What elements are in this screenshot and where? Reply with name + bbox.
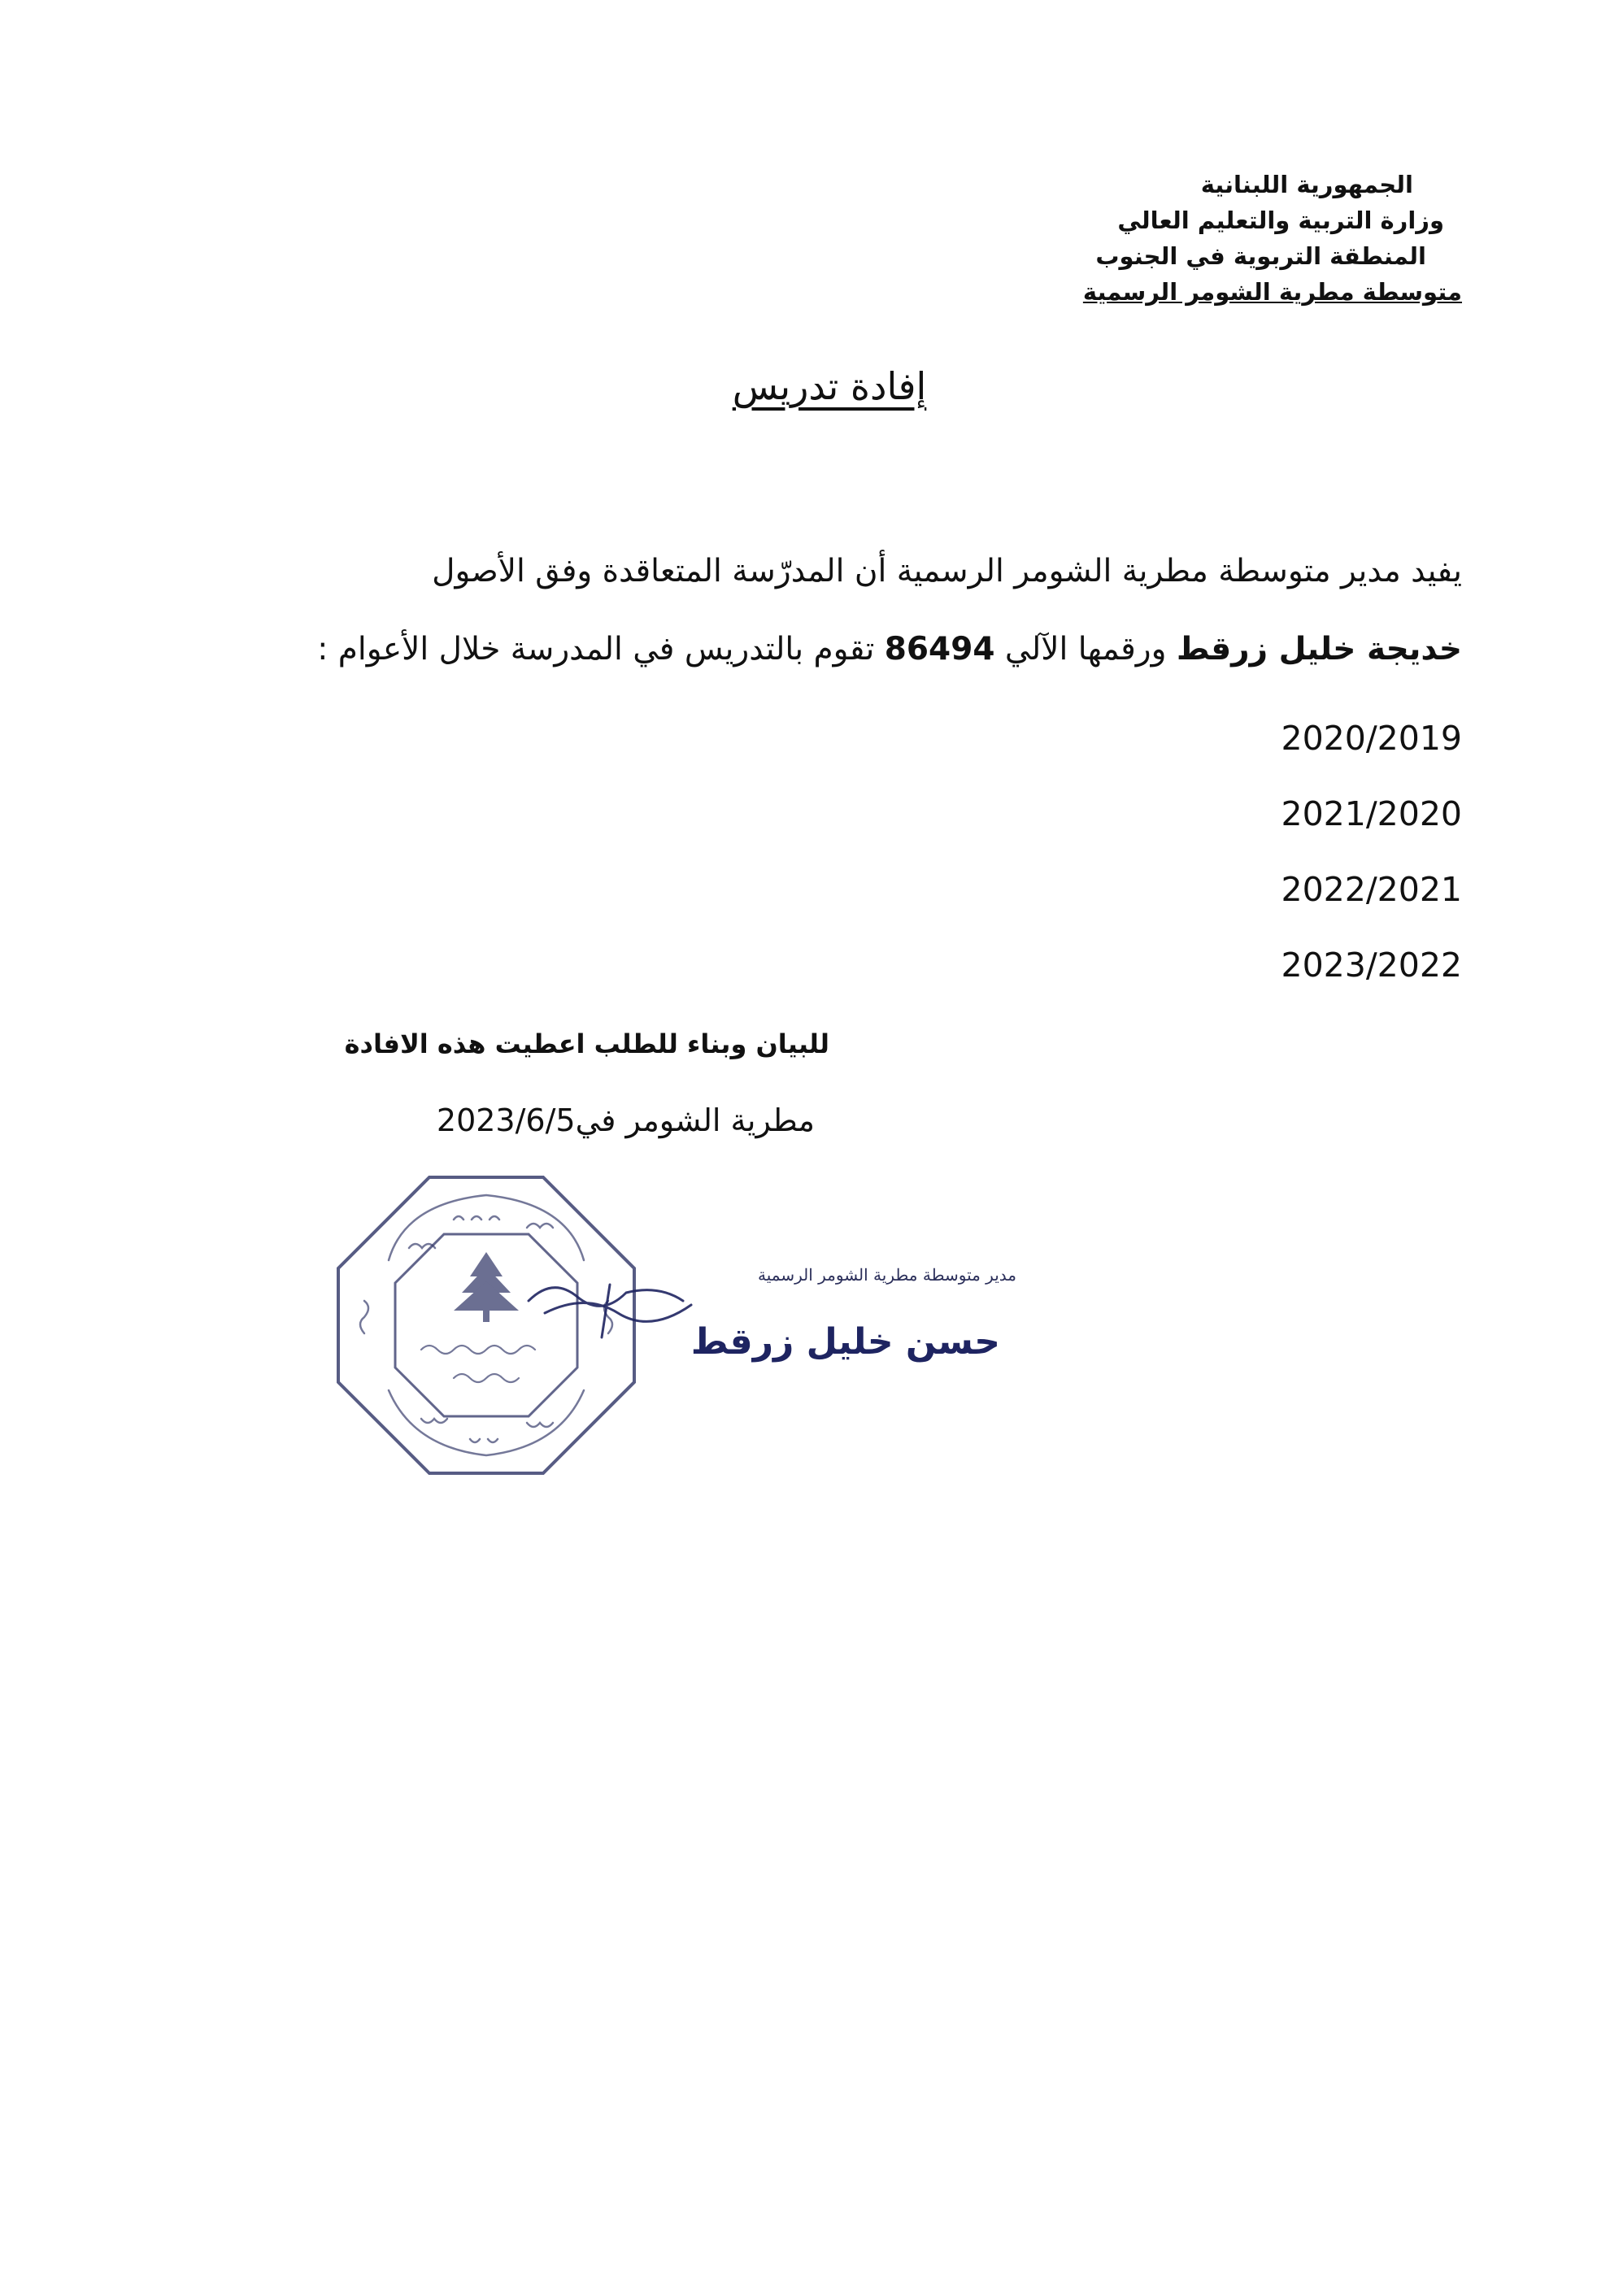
handwritten-signature-scribble	[520, 1268, 699, 1342]
letterhead-region: المنطقة التربوية في الجنوب	[1095, 242, 1426, 270]
signatory-role: مدير متوسطة مطرية الشومر الرسمية	[758, 1265, 1016, 1285]
body-line-1: يفيد مدير متوسطة مطرية الشومر الرسمية أن المدرّسة المتعاقدة وفق الأصول	[432, 553, 1462, 589]
teacher-id: 86494	[884, 631, 995, 667]
year-item: 2021/2020	[1281, 794, 1462, 833]
letterhead-republic: الجمهورية اللبنانية	[1200, 171, 1413, 198]
letterhead	[1083, 167, 1462, 310]
place: مطرية الشومر في	[575, 1102, 815, 1138]
year-item: 2022/2021	[1281, 870, 1462, 909]
teacher-name: خديجة خليل زرقط	[1176, 631, 1462, 667]
document-title-text: إفادة تدريس	[732, 364, 927, 408]
issue-date: 2023/6/5	[436, 1102, 576, 1138]
year-item: 2023/2022	[1281, 946, 1462, 985]
document-title	[0, 364, 1610, 408]
body-line-2-mid: ورقمها الآلي	[994, 631, 1177, 667]
body-line-2-end: تقوم بالتدريس في المدرسة خلال الأعوام :	[317, 631, 885, 667]
body-line-2	[161, 611, 1462, 689]
years-list	[1281, 701, 1463, 1003]
letterhead-ministry: وزارة التربية والتعليم العالي	[1117, 207, 1444, 234]
year-item: 2020/2019	[1281, 719, 1462, 758]
seal-inner-lettering	[421, 1346, 535, 1382]
cedar-icon	[454, 1252, 519, 1322]
letterhead-school: متوسطة مطرية الشومر الرسمية	[1082, 278, 1462, 306]
place-and-date	[309, 1082, 815, 1159]
closing-block	[309, 1006, 829, 1159]
certificate-body	[161, 533, 1462, 689]
signatory-name: حسن خليل زرقط	[690, 1321, 1000, 1363]
closing-statement: للبيان وبناء للطلب اعطيت هذه الافادة	[344, 1028, 829, 1059]
